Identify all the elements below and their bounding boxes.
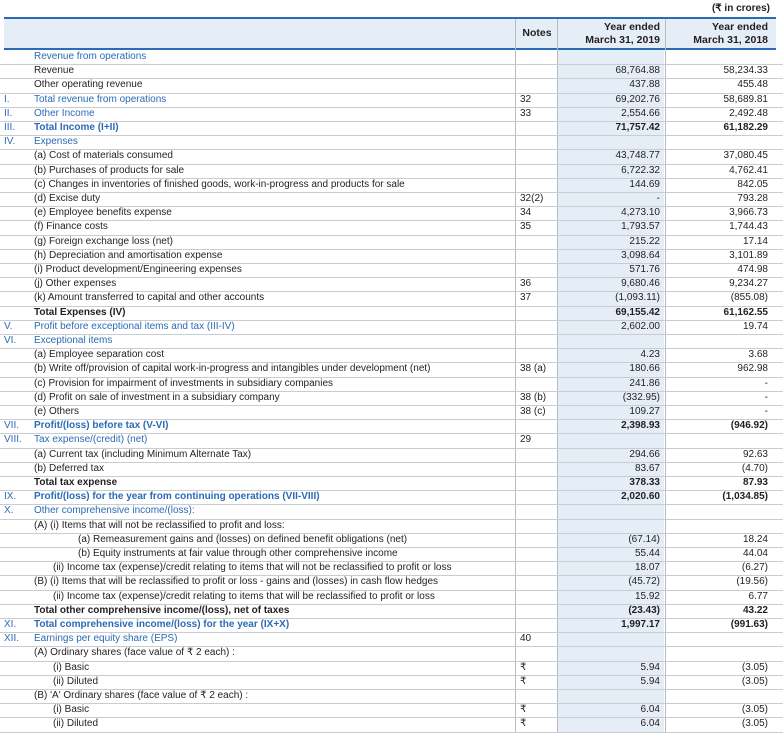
value-2018: - <box>764 406 768 417</box>
row-number: VIII. <box>4 434 22 446</box>
value-2018: 3.68 <box>748 349 768 361</box>
value-2019: 571.76 <box>629 264 660 275</box>
row-label: (a) Remeasurement gains and (losses) on defined benefit obligations (net) <box>78 533 408 545</box>
row-label: Other operating revenue <box>34 79 143 91</box>
statement-row <box>0 448 783 463</box>
row-label: Total revenue from operations <box>34 93 167 105</box>
statement-row <box>0 547 783 562</box>
statement-row <box>0 377 783 392</box>
value-2019: 43,748.77 <box>615 150 660 162</box>
row-note: 38 (b) <box>520 391 547 403</box>
col-2019-line1: Year ended <box>603 21 660 33</box>
statement-row <box>0 646 783 661</box>
statement-row <box>0 533 783 548</box>
row-number: III. <box>4 122 16 133</box>
value-2018: 17.14 <box>742 235 768 247</box>
value-2018: 44.04 <box>742 548 768 559</box>
statement-row <box>0 291 783 306</box>
statement-row <box>0 178 783 193</box>
value-2018: (6.27) <box>741 562 768 574</box>
header-band <box>4 19 776 48</box>
value-2018: (3.05) <box>741 718 768 730</box>
value-2019: 1,997.17 <box>621 619 660 630</box>
row-label: Expenses <box>34 136 78 148</box>
value-2019: (1,093.11) <box>615 292 660 304</box>
value-2018: - <box>764 391 768 403</box>
row-label: Total tax expense <box>34 477 118 488</box>
value-2018: 962.98 <box>737 363 768 375</box>
value-2018: 43.22 <box>742 604 768 616</box>
col-2018-line1: Year ended <box>711 21 768 33</box>
statement-row <box>0 362 783 377</box>
value-2019: 2,602.00 <box>621 320 660 332</box>
row-label: (A) (i) Items that will not be reclassified to profit and loss: <box>34 519 285 531</box>
value-2019: 55.44 <box>634 548 660 559</box>
row-label: (j) Other expenses <box>34 278 117 290</box>
value-2018: (3.05) <box>741 675 768 687</box>
statement-row <box>0 50 783 65</box>
row-note: 38 (c) <box>520 406 546 417</box>
statement-row <box>0 348 783 363</box>
value-2018: 61,162.55 <box>723 306 768 318</box>
value-2018: 455.48 <box>737 79 768 91</box>
row-label: Total Expenses (IV) <box>34 306 126 318</box>
row-label: Exceptional items <box>34 335 113 346</box>
row-label: (d) Profit on sale of investment in a subsidiary company <box>34 391 280 403</box>
value-2019: 437.88 <box>629 79 660 91</box>
row-note: 29 <box>520 434 532 446</box>
value-2019: 9,680.46 <box>621 278 660 290</box>
value-2019: 18.07 <box>634 562 660 574</box>
row-number: VII. <box>4 420 20 432</box>
row-number: IX. <box>4 491 17 503</box>
row-label: (B) (i) Items that will be reclassified to profit or loss - gains and (losses) in cash flow hedges <box>34 576 439 588</box>
value-2019: 69,202.76 <box>615 93 660 105</box>
value-2019: 6.04 <box>640 704 660 716</box>
value-2019: (23.43) <box>628 604 660 616</box>
row-number: X. <box>4 505 14 517</box>
row-note: 40 <box>520 633 532 645</box>
value-2019: 71,757.42 <box>615 122 660 133</box>
row-note: ₹ <box>520 704 527 716</box>
statement-row <box>0 249 783 264</box>
statement-row <box>0 689 783 704</box>
value-2018: 2,492.48 <box>729 107 768 119</box>
col-2018-header <box>668 21 768 47</box>
row-label: Profit/(loss) before tax (V-VI) <box>34 420 169 432</box>
statement-row <box>0 149 783 164</box>
value-2018: (991.63) <box>730 619 768 630</box>
statement-row <box>0 490 783 505</box>
statement-row <box>0 661 783 676</box>
statement-row <box>0 476 783 491</box>
value-2019: 2,020.60 <box>621 491 660 503</box>
value-2019: 6,722.32 <box>621 164 660 176</box>
value-2018: 37,080.45 <box>723 150 768 162</box>
value-2018: 9,234.27 <box>729 278 768 290</box>
row-label: (d) Excise duty <box>34 193 101 204</box>
row-label: (c) Changes in inventories of finished goods, work-in-progress and products for sale <box>34 178 405 190</box>
statement-row <box>0 235 783 250</box>
value-2019: 5.94 <box>640 661 660 673</box>
statement-row <box>0 391 783 406</box>
statement-row <box>0 306 783 321</box>
row-label: (A) Ordinary shares (face value of ₹ 2 each) : <box>34 647 235 659</box>
row-label: Tax expense/(credit) (net) <box>34 434 148 446</box>
statement-row <box>0 561 783 576</box>
value-2019: 68,764.88 <box>615 65 660 77</box>
statement-row <box>0 277 783 292</box>
col-2019-line2: March 31, 2019 <box>585 34 660 46</box>
value-2019: 1,793.57 <box>621 221 660 233</box>
row-label: (a) Current tax (including Minimum Alternate Tax) <box>34 448 252 460</box>
statement-row <box>0 618 783 633</box>
row-note: 36 <box>520 278 532 290</box>
value-2019: 69,155.42 <box>615 306 660 318</box>
statement-row <box>0 107 783 122</box>
row-label: Total other comprehensive income/(loss), net of taxes <box>34 604 290 616</box>
value-2018: (19.56) <box>736 576 768 588</box>
row-label: (f) Finance costs <box>34 221 108 233</box>
value-2019: 180.66 <box>629 363 660 375</box>
row-label: (ii) Income tax (expense)/credit relating to items that will not be reclassified to profit or loss <box>53 562 452 574</box>
value-2019: 5.94 <box>640 675 660 687</box>
statement-row <box>0 462 783 477</box>
row-label: (ii) Diluted <box>53 718 99 730</box>
value-2019: 83.67 <box>634 462 660 474</box>
row-label: (b) Purchases of products for sale <box>34 164 185 176</box>
value-2018: 793.28 <box>737 193 768 204</box>
row-label: (ii) Income tax (expense)/credit relating to items that will be reclassified to profit or loss <box>53 590 435 602</box>
row-number: XI. <box>4 619 17 630</box>
row-label: (b) Equity instruments at fair value through other comprehensive income <box>78 548 398 559</box>
value-2018: 58,234.33 <box>723 65 768 77</box>
value-2019: (45.72) <box>628 576 660 588</box>
value-2019: 2,398.93 <box>621 420 660 432</box>
statement-row <box>0 575 783 590</box>
statement-row <box>0 675 783 690</box>
row-label: (i) Product development/Engineering expenses <box>34 264 242 275</box>
statement-row <box>0 263 783 278</box>
statement-row <box>0 519 783 534</box>
value-2018: 6.77 <box>748 590 768 602</box>
statement-row <box>0 590 783 605</box>
row-number: V. <box>4 320 13 332</box>
value-2018: 4,762.41 <box>729 164 768 176</box>
currency-unit: (₹ in crores) <box>711 3 770 14</box>
statement-row <box>0 93 783 108</box>
row-label: (g) Foreign exchange loss (net) <box>34 235 173 247</box>
statement-row <box>0 121 783 136</box>
row-label: Profit/(loss) for the year from continuing operations (VII-VIII) <box>34 491 320 503</box>
value-2018: (1,034.85) <box>722 491 768 503</box>
statement-row <box>0 320 783 335</box>
row-label: (a) Cost of materials consumed <box>34 150 173 162</box>
row-note: 37 <box>520 292 532 304</box>
row-label: (k) Amount transferred to capital and other accounts <box>34 292 265 304</box>
col-2018-line2: March 31, 2018 <box>693 34 768 46</box>
row-number: IV. <box>4 136 16 148</box>
row-label: (h) Depreciation and amortisation expense <box>34 249 223 261</box>
row-label: Other Income <box>34 107 95 119</box>
statement-row <box>0 135 783 150</box>
value-2019: 2,554.66 <box>621 107 660 119</box>
value-2018: 3,101.89 <box>729 249 768 261</box>
row-label: (b) Deferred tax <box>34 462 105 474</box>
statement-row <box>0 220 783 235</box>
value-2018: 61,182.29 <box>723 122 768 133</box>
value-2018: 19.74 <box>742 320 768 332</box>
value-2018: 92.63 <box>742 448 768 460</box>
row-note: ₹ <box>520 675 527 687</box>
value-2019: - <box>656 193 660 204</box>
value-2019: 144.69 <box>629 178 660 190</box>
value-2018: 3,966.73 <box>729 207 768 219</box>
value-2018: 58,689.81 <box>723 93 768 105</box>
row-number: XII. <box>4 633 20 645</box>
value-2019: 378.33 <box>629 477 660 488</box>
value-2018: (855.08) <box>730 292 768 304</box>
row-label: Earnings per equity share (EPS) <box>34 633 178 645</box>
value-2019: 215.22 <box>629 235 660 247</box>
row-label: (B) 'A' Ordinary shares (face value of ₹ 2 each) : <box>34 690 249 701</box>
row-label: (e) Others <box>34 406 80 417</box>
row-number: I. <box>4 93 10 105</box>
row-label: (b) Write off/provision of capital work-in-progress and intangibles under development (net) <box>34 363 431 375</box>
statement-row <box>0 64 783 79</box>
row-label: (i) Basic <box>53 704 90 716</box>
value-2019: 4.23 <box>640 349 660 361</box>
statement-row <box>0 164 783 179</box>
row-note: 32 <box>520 93 532 105</box>
row-label: (i) Basic <box>53 661 90 673</box>
row-label: Revenue from operations <box>34 51 147 62</box>
value-2018: (3.05) <box>741 704 768 716</box>
value-2018: 1,744.43 <box>729 221 768 233</box>
row-label: (a) Employee separation cost <box>34 349 165 361</box>
row-label: Profit before exceptional items and tax (III-IV) <box>34 320 235 332</box>
statement-row <box>0 334 783 349</box>
row-number: VI. <box>4 335 17 346</box>
col-2019-header <box>560 21 660 47</box>
value-2018: 18.24 <box>742 533 768 545</box>
statement-row <box>0 433 783 448</box>
row-label: (e) Employee benefits expense <box>34 207 172 219</box>
value-2018: (3.05) <box>741 661 768 673</box>
value-2019: 15.92 <box>634 590 660 602</box>
statement-row <box>0 717 783 732</box>
statement-row <box>0 604 783 619</box>
row-note: 34 <box>520 207 532 219</box>
row-label: (ii) Diluted <box>53 675 99 687</box>
row-label: (c) Provision for impairment of investments in subsidiary companies <box>34 377 333 389</box>
row-label: Total comprehensive income/(loss) for the year (IX+X) <box>34 619 290 630</box>
row-label: Other comprehensive income/(loss): <box>34 505 195 517</box>
row-note: 32(2) <box>520 193 544 204</box>
value-2018: 87.93 <box>742 477 768 488</box>
value-2019: 294.66 <box>629 448 660 460</box>
notes-header: Notes <box>522 27 552 39</box>
statement-row <box>0 78 783 93</box>
value-2019: 241.86 <box>629 377 660 389</box>
statement-row <box>0 206 783 221</box>
row-note: 35 <box>520 221 532 233</box>
row-note: ₹ <box>520 718 527 730</box>
value-2018: 474.98 <box>737 264 768 275</box>
value-2019: (67.14) <box>628 533 660 545</box>
statement-row <box>0 632 783 647</box>
row-number: II. <box>4 107 13 119</box>
value-2019: 109.27 <box>629 406 660 417</box>
value-2019: 4,273.10 <box>621 207 660 219</box>
statement-row <box>0 419 783 434</box>
value-2019: (332.95) <box>622 391 660 403</box>
statement-row <box>0 192 783 207</box>
row-note: ₹ <box>520 661 527 673</box>
value-2019: 3,098.64 <box>621 249 660 261</box>
statement-row <box>0 703 783 718</box>
row-label: Total Income (I+II) <box>34 122 119 133</box>
statement-row <box>0 504 783 519</box>
value-2019: 6.04 <box>640 718 660 730</box>
value-2018: 842.05 <box>737 178 768 190</box>
value-2018: - <box>764 377 768 389</box>
value-2018: (4.70) <box>741 462 768 474</box>
statement-row <box>0 405 783 420</box>
row-note: 33 <box>520 107 532 119</box>
row-label: Revenue <box>34 65 75 77</box>
row-note: 38 (a) <box>520 363 547 375</box>
value-2018: (946.92) <box>730 420 768 432</box>
